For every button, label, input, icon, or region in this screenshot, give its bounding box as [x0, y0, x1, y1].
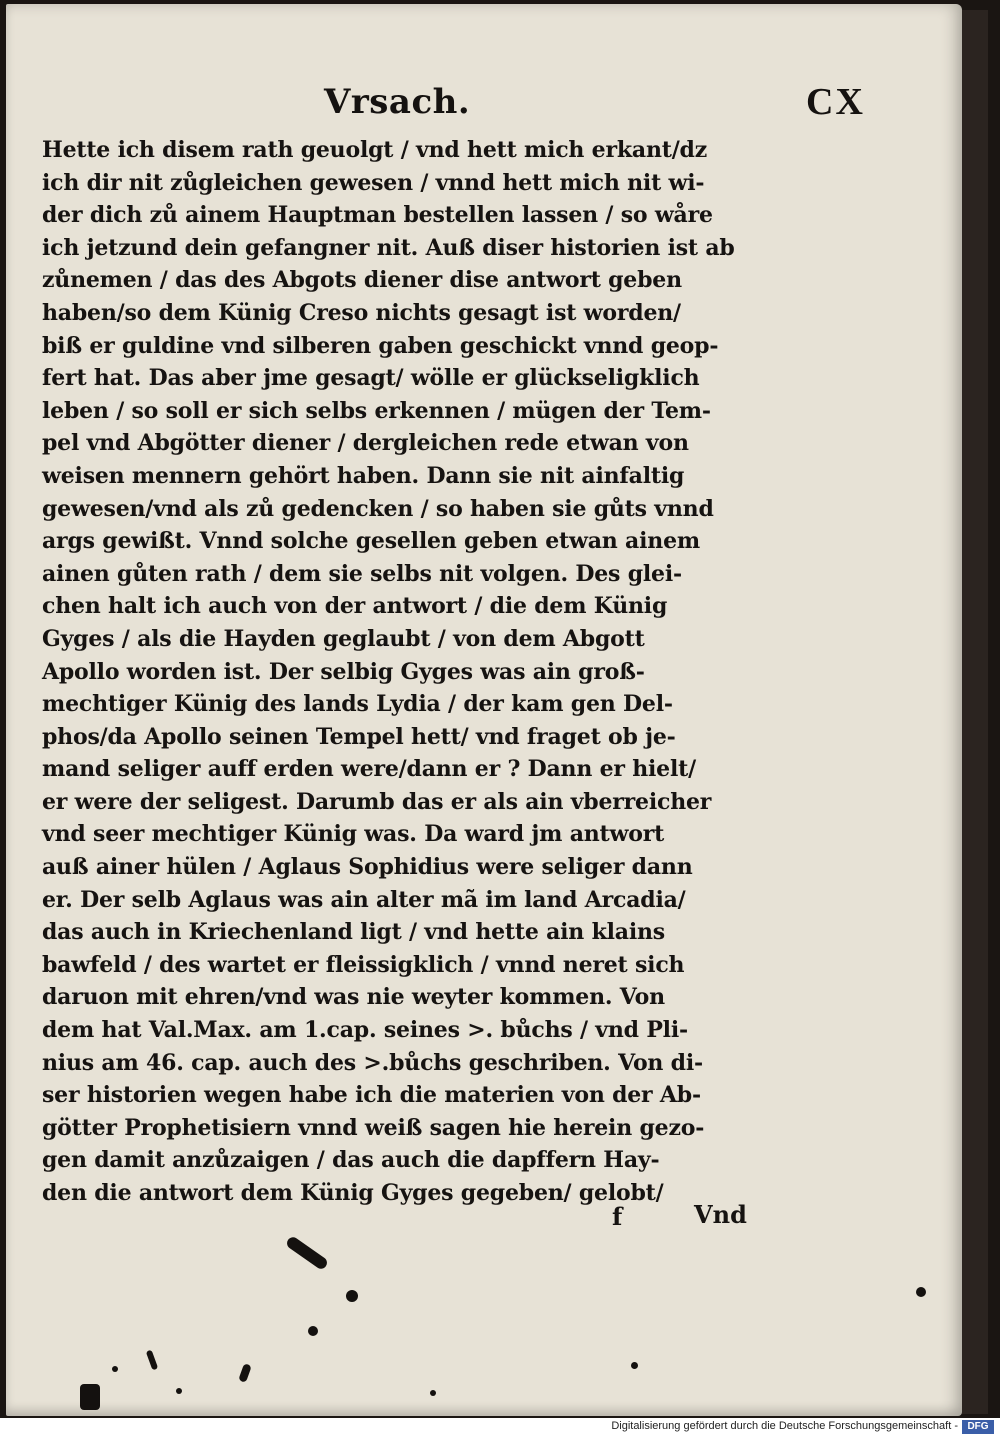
text-line: das auch in Kriechenland ligt / vnd hette ain klains [42, 919, 665, 946]
text-line: ich jetzund dein gefangner nit. Auß diser historien ist ab [42, 234, 735, 261]
text-line: dem hat Val.Max. am 1.cap. seines >. bůchs / vnd Pli- [42, 1017, 688, 1044]
text-line: gen damit anzůzaigen / das auch die dapffern Hay- [42, 1147, 660, 1174]
text-line: biß er guldine vnd silberen gaben geschickt vnnd geop- [42, 332, 719, 359]
text-line: er. Der selb Aglaus was ain alter mã im land Arcadia/ [42, 886, 686, 913]
book-fore-edge [962, 10, 988, 1414]
signature-mark: f [612, 1202, 623, 1231]
ink-speck [631, 1362, 638, 1369]
dfg-logo-icon: DFG [962, 1420, 994, 1434]
text-line: ainen gůten rath / dem sie selbs nit volgen. Des glei- [42, 560, 682, 587]
text-line: Gyges / als die Hayden geglaubt / von dem Abgott [42, 625, 645, 652]
text-line: daruon mit ehren/vnd was nie weyter kommen. Von [42, 984, 665, 1011]
catchword: Vnd [694, 1200, 747, 1229]
ink-speck [112, 1366, 118, 1372]
ink-speck [80, 1384, 100, 1410]
text-line: der dich zů ainem Hauptman bestellen lassen / so wåre [42, 202, 713, 229]
text-line: er were der seligest. Darumb das er als ain vberreicher [42, 788, 712, 815]
ink-speck [346, 1290, 358, 1302]
page-header [6, 76, 962, 136]
ink-speck [285, 1235, 330, 1271]
text-line: fert hat. Das aber jme gesagt/ wölle er glückseligklich [42, 365, 700, 392]
ink-speck [238, 1363, 252, 1383]
text-line: den die antwort dem Künig Gyges gegeben/ gelobt/ [42, 1180, 664, 1206]
text-line: mand seliger auff erden were/dann er ? Dann er hielt/ [42, 756, 696, 783]
ink-speck [916, 1287, 926, 1297]
text-line: phos/da Apollo seinen Tempel hett/ vnd fraget ob je- [42, 723, 676, 750]
text-line: auß ainer hülen / Aglaus Sophidius were seliger dann [42, 854, 693, 881]
text-line: pel vnd Abgötter diener / dergleichen rede etwan von [42, 430, 689, 457]
body-text [42, 134, 742, 1210]
text-line: ich dir nit zůgleichen gewesen / vnnd hett mich nit wi- [42, 169, 705, 196]
running-head: Vrsach. [324, 82, 471, 122]
text-line: haben/so dem Künig Creso nichts gesagt ist worden/ [42, 299, 681, 326]
text-line: leben / so soll er sich selbs erkennen / mügen der Tem- [42, 397, 711, 424]
text-line: chen halt ich auch von der antwort / die dem Künig [42, 593, 668, 620]
ink-speck [430, 1390, 436, 1396]
ink-speck [308, 1326, 318, 1336]
text-line: args gewißt. Vnnd solche gesellen geben etwan ainem [42, 528, 700, 555]
text-line: weisen mennern gehört haben. Dann sie nit ainfaltig [42, 462, 685, 489]
text-line: ser historien wegen habe ich die materien von der Ab- [42, 1082, 701, 1109]
text-line: Apollo worden ist. Der selbig Gyges was ain groß- [42, 658, 645, 685]
book-page [6, 4, 962, 1416]
text-line: götter Prophetisiern vnnd weiß sagen hie herein gezo- [42, 1114, 705, 1141]
funding-credit: Digitalisierung gefördert durch die Deutsche Forschungsgemeinschaft - [611, 1420, 958, 1432]
text-line: vnd seer mechtiger Künig was. Da ward jm antwort [42, 821, 665, 848]
text-line: Hette ich disem rath geuolgt / vnd hett mich erkant/dz [42, 137, 708, 163]
text-line: nius am 46. cap. auch des >.bůchs geschriben. Von di- [42, 1049, 703, 1076]
text-line: bawfeld / des wartet er fleissigklich / vnnd neret sich [42, 951, 685, 978]
folio-number: CX [806, 81, 865, 123]
text-line: mechtiger Künig des lands Lydia / der kam gen Del- [42, 691, 673, 718]
ink-speck [176, 1388, 182, 1394]
text-line: gewesen/vnd als zů gedencken / so haben sie gůts vnnd [42, 495, 714, 522]
text-line: zůnemen / das des Abgots diener dise antwort geben [42, 267, 682, 294]
ink-speck [146, 1350, 158, 1371]
